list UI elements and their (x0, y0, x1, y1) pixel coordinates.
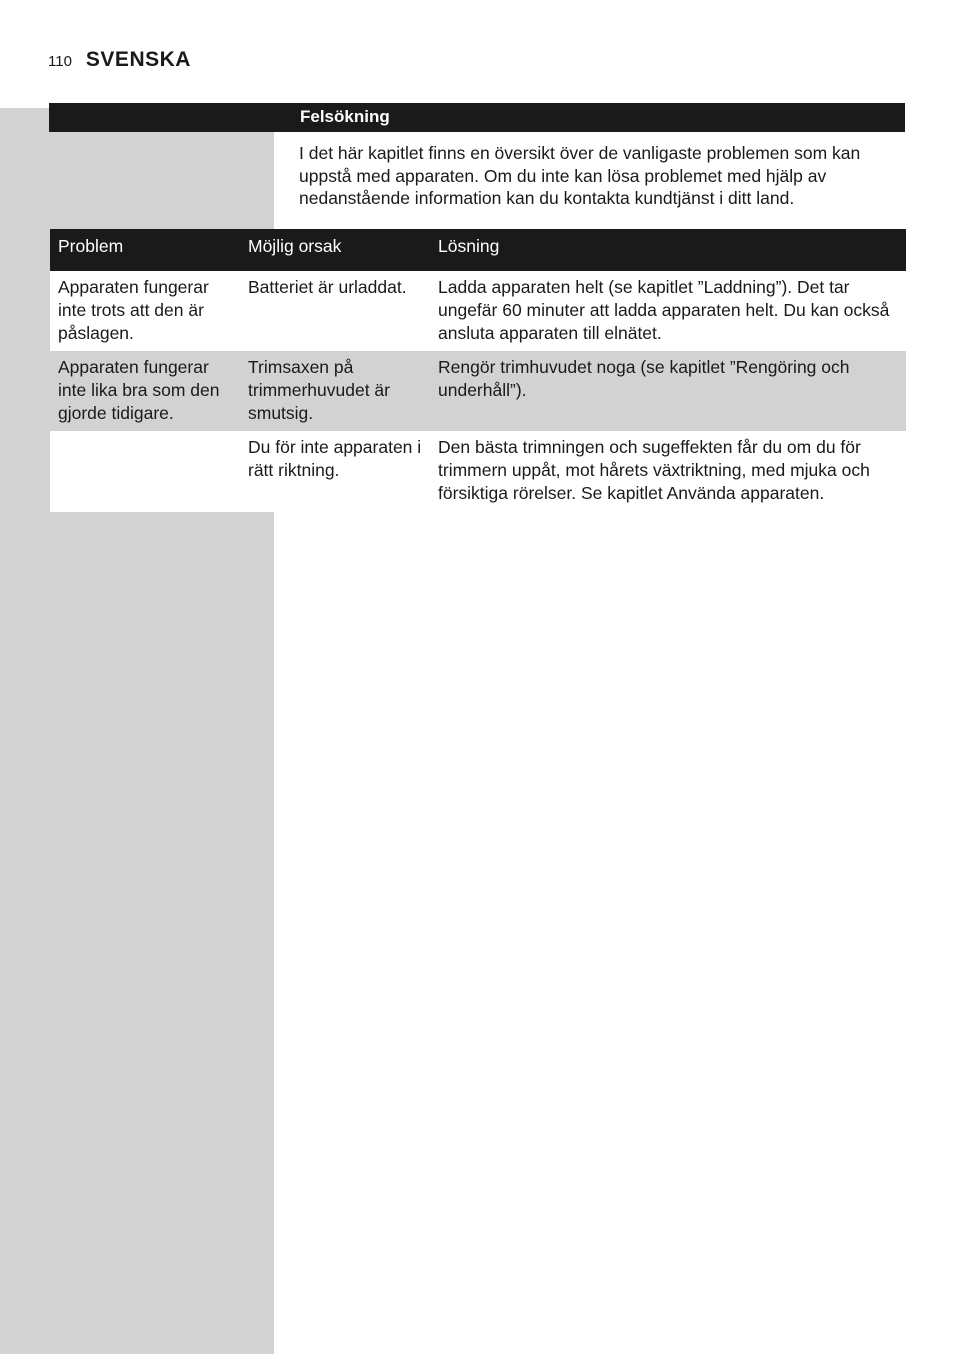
cell-problem: Apparaten fungerar inte lika bra som den gjorde tidigare. (50, 351, 240, 431)
cell-cause: Trimsaxen på trimmerhuvudet är smutsig. (240, 351, 430, 431)
table-row (50, 351, 906, 431)
cell-solution: Rengör trimhuvudet noga (se kapitlet ”Rengöring och underhåll”). (430, 351, 906, 431)
intro-paragraph: I det här kapitlet finns en översikt över de vanligaste problemen som kan uppstå med apparaten. Om du inte kan lösa problemet med hjälp av nedanstående information kan du kontakta kundtjänst i ditt land. (299, 143, 861, 208)
cell-cause: Du för inte apparaten i rätt riktning. (240, 431, 430, 512)
column-header-problem: Problem (50, 229, 240, 271)
column-header-solution: Lösning (430, 229, 906, 271)
table-row (50, 271, 906, 351)
cell-cause: Batteriet är urladdat. (240, 271, 430, 351)
page-header (48, 48, 191, 72)
page-language: SVENSKA (85, 48, 191, 71)
section-title-bar (49, 103, 905, 132)
column-header-cause: Möjlig orsak (240, 229, 430, 271)
cell-solution: Den bästa trimningen och sugeffekten får du om du för trimmern uppåt, mot hårets växtriktning, med mjuka och försiktiga rörelser. Se kapitlet Använda apparaten. (430, 431, 906, 512)
cell-problem: Apparaten fungerar inte trots att den är påslagen. (50, 271, 240, 351)
page-number: 110 (48, 53, 72, 70)
cell-solution: Ladda apparaten helt (se kapitlet ”Laddning”). Det tar ungefär 60 minuter att ladda apparaten helt. Du kan också ansluta apparaten till elnätet. (430, 271, 906, 351)
cell-problem (50, 431, 240, 512)
section-title: Felsökning (300, 107, 390, 126)
troubleshooting-table (50, 229, 906, 512)
table-row (50, 431, 906, 512)
table-header-row (50, 229, 906, 271)
